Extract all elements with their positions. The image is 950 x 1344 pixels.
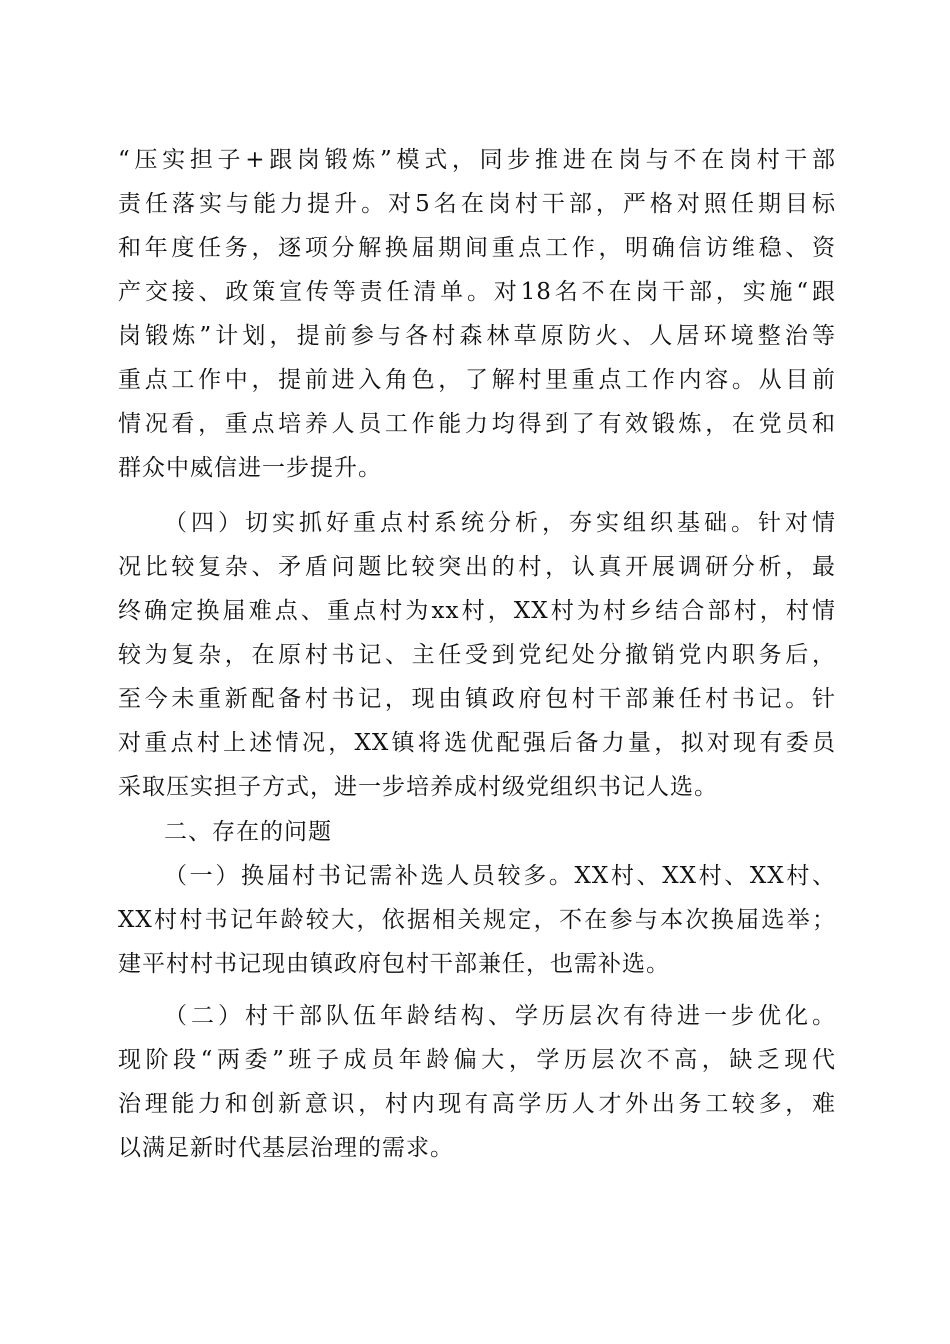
paragraph-line: XX村村书记年龄较大，依据相关规定，不在参与本次换届选举； (118, 907, 836, 933)
paragraph-line: 和年度任务，逐项分解换届期间重点工作，明确信访维稳、资 (118, 235, 836, 261)
paragraph-line: （二）村干部队伍年龄结构、学历层次有待进一步优化。 (164, 1003, 836, 1029)
paragraph-line: （四）切实抓好重点村系统分析，夯实组织基础。针对情 (164, 510, 836, 536)
paragraph-line: 建平村村书记现由镇政府包村干部兼任，也需补选。 (118, 951, 670, 977)
paragraph-line: 以满足新时代基层治理的需求。 (118, 1135, 454, 1161)
paragraph-line: 现阶段“两委”班子成员年龄偏大，学历层次不高，缺乏现代 (118, 1047, 836, 1073)
paragraph-line: 至今未重新配备村书记，现由镇政府包村干部兼任村书记。针 (118, 686, 836, 712)
paragraph-line: 采取压实担子方式，进一步培养成村级党组织书记人选。 (118, 774, 718, 800)
paragraph-line: 产交接、政策宣传等责任清单。对18名不在岗干部，实施“跟 (118, 279, 836, 305)
paragraph-line: 终确定换届难点、重点村为xx村，XX村为村乡结合部村，村情 (118, 598, 836, 624)
paragraph-line: 群众中威信进一步提升。 (118, 455, 382, 481)
paragraph-line: 治理能力和创新意识，村内现有高学历人才外出务工较多，难 (118, 1091, 836, 1117)
paragraph-line: 岗锻炼”计划，提前参与各村森林草原防火、人居环境整治等 (118, 323, 836, 349)
paragraph-line: 对重点村上述情况，XX镇将选优配强后备力量，拟对现有委员 (118, 730, 836, 756)
paragraph-line: 况比较复杂、矛盾问题比较突出的村，认真开展调研分析，最 (118, 554, 836, 580)
section-heading: 二、存在的问题 (164, 819, 332, 845)
paragraph-line: 责任落实与能力提升。对5名在岗村干部，严格对照任期目标 (118, 191, 836, 217)
paragraph-line: 情况看，重点培养人员工作能力均得到了有效锻炼，在党员和 (118, 411, 836, 437)
paragraph-line: 重点工作中，提前进入角色，了解村里重点工作内容。从目前 (118, 367, 836, 393)
paragraph-line: （一）换届村书记需补选人员较多。XX村、XX村、XX村、 (164, 863, 836, 889)
paragraph-line: 较为复杂，在原村书记、主任受到党纪处分撤销党内职务后， (118, 642, 836, 668)
paragraph-line: “压实担子+跟岗锻炼”模式，同步推进在岗与不在岗村干部 (118, 147, 836, 173)
